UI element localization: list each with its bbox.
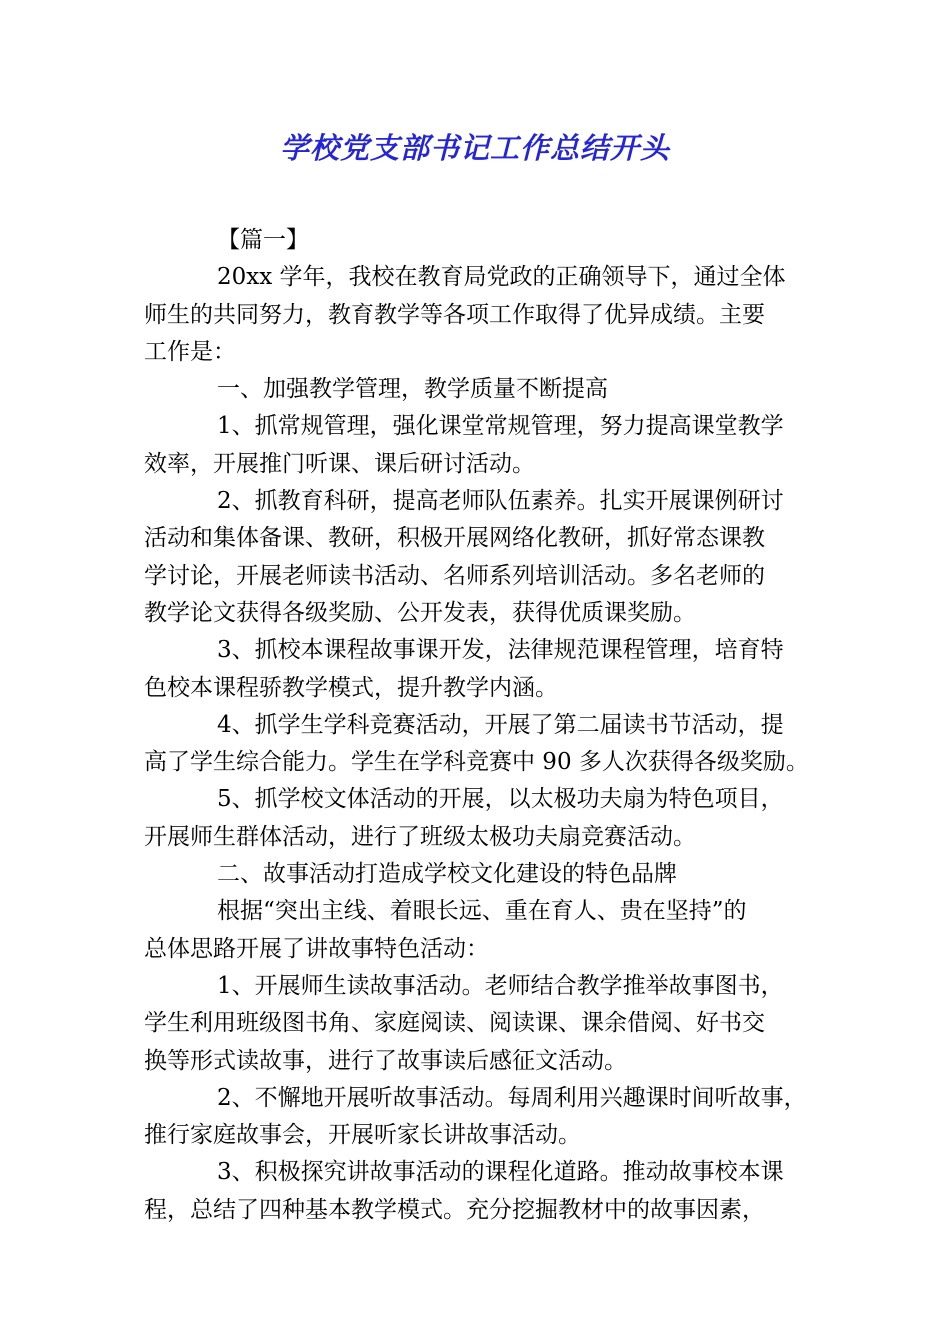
document-title: 学校党支部书记工作总结开头 <box>279 131 670 165</box>
text-line: 一、加强教学管理，教学质量不断提高 <box>217 376 608 403</box>
text-line: 1、抓常规管理，强化课堂常规管理，努力提高课堂教学 <box>217 413 784 440</box>
text-line: 1、开展师生读故事活动。老师结合教学推举故事图书， <box>217 972 784 999</box>
text-line: 开展师生群体活动，进行了班级太极功夫扇竞赛活动。 <box>144 823 696 850</box>
text-line: 教学论文获得各级奖励、公开发表，获得优质课奖励。 <box>144 599 696 626</box>
text-line: 2、抓教育科研，提高老师队伍素养。扎实开展课例研讨 <box>217 488 784 515</box>
text-line: 二、故事活动打造成学校文化建设的特色品牌 <box>217 861 677 888</box>
text-line: 4、抓学生学科竞赛活动，开展了第二届读书节活动，提 <box>217 711 784 738</box>
text-line: 20xx 学年，我校在教育局党政的正确领导下，通过全体 <box>217 264 786 291</box>
text-line: 【篇一】 <box>217 227 309 253</box>
text-line: 推行家庭故事会，开展听家长讲故事活动。 <box>144 1122 581 1149</box>
text-line: 高了学生综合能力。学生在学科竞赛中 90 多人次获得各级奖励。 <box>144 749 809 776</box>
text-line: 学生利用班级图书角、家庭阅读、阅读课、课余借阅、好书交 <box>144 1010 765 1037</box>
text-line: 5、抓学校文体活动的开展，以太极功夫扇为特色项目， <box>217 786 784 813</box>
text-line: 师生的共同努力，教育教学等各项工作取得了优异成绩。主要 <box>144 301 765 328</box>
text-line: 效率，开展推门听课、课后研讨活动。 <box>144 450 535 477</box>
text-line: 3、积极探究讲故事活动的课程化道路。推动故事校本课 <box>217 1159 784 1186</box>
text-line: 学讨论，开展老师读书活动、名师系列培训活动。多名老师的 <box>144 562 765 589</box>
text-line: 2、不懈地开展听故事活动。每周利用兴趣课时间听故事， <box>217 1084 807 1111</box>
text-line: 工作是： <box>144 338 236 365</box>
text-line: 活动和集体备课、教研，积极开展网络化教研，抓好常态课教 <box>144 525 765 552</box>
text-line: 3、抓校本课程故事课开发，法律规范课程管理，培育特 <box>217 637 784 664</box>
document-body <box>144 222 819 1229</box>
text-line: 色校本课程骄教学模式，提升教学内涵。 <box>144 674 558 701</box>
text-line: 根据“突出主线、着眼长远、重在育人、贵在坚持”的 <box>217 898 747 925</box>
text-line: 换等形式读故事，进行了故事读后感征文活动。 <box>144 1047 627 1074</box>
text-line: 总体思路开展了讲故事特色活动： <box>144 935 489 962</box>
text-line: 程，总结了四种基本教学模式。充分挖掘教材中的故事因素， <box>144 1196 765 1223</box>
